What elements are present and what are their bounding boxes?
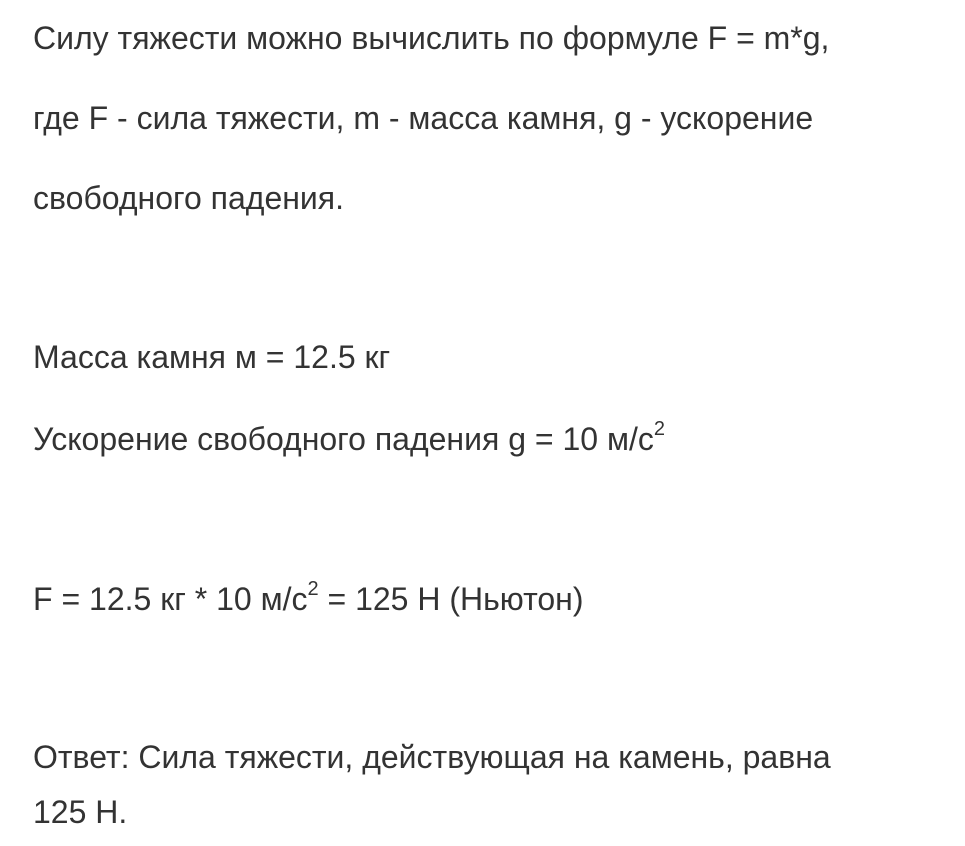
calculation-part-1: F = 12.5 кг * 10 м/с	[33, 581, 308, 617]
calculation-part-2: = 125 Н (Ньютон)	[318, 581, 584, 617]
gravity-value	[33, 418, 665, 457]
gravity-text: Ускорение свободного падения g = 10 м/с	[33, 421, 654, 457]
calculation	[33, 578, 584, 617]
formula-intro: Силу тяжести можно вычислить по формуле F = m*g,	[33, 20, 830, 56]
gravity-exponent: 2	[653, 418, 665, 440]
answer-line-1: Ответ: Сила тяжести, действующая на камень, равна	[33, 739, 831, 775]
formula-variables-end: свободного падения.	[33, 180, 345, 216]
mass-value: Масса камня м = 12.5 кг	[33, 339, 391, 375]
calculation-exponent: 2	[307, 578, 319, 600]
formula-variables: где F - сила тяжести, m - масса камня, g - ускорение	[33, 100, 814, 136]
answer-line-2: 125 Н.	[33, 794, 128, 830]
